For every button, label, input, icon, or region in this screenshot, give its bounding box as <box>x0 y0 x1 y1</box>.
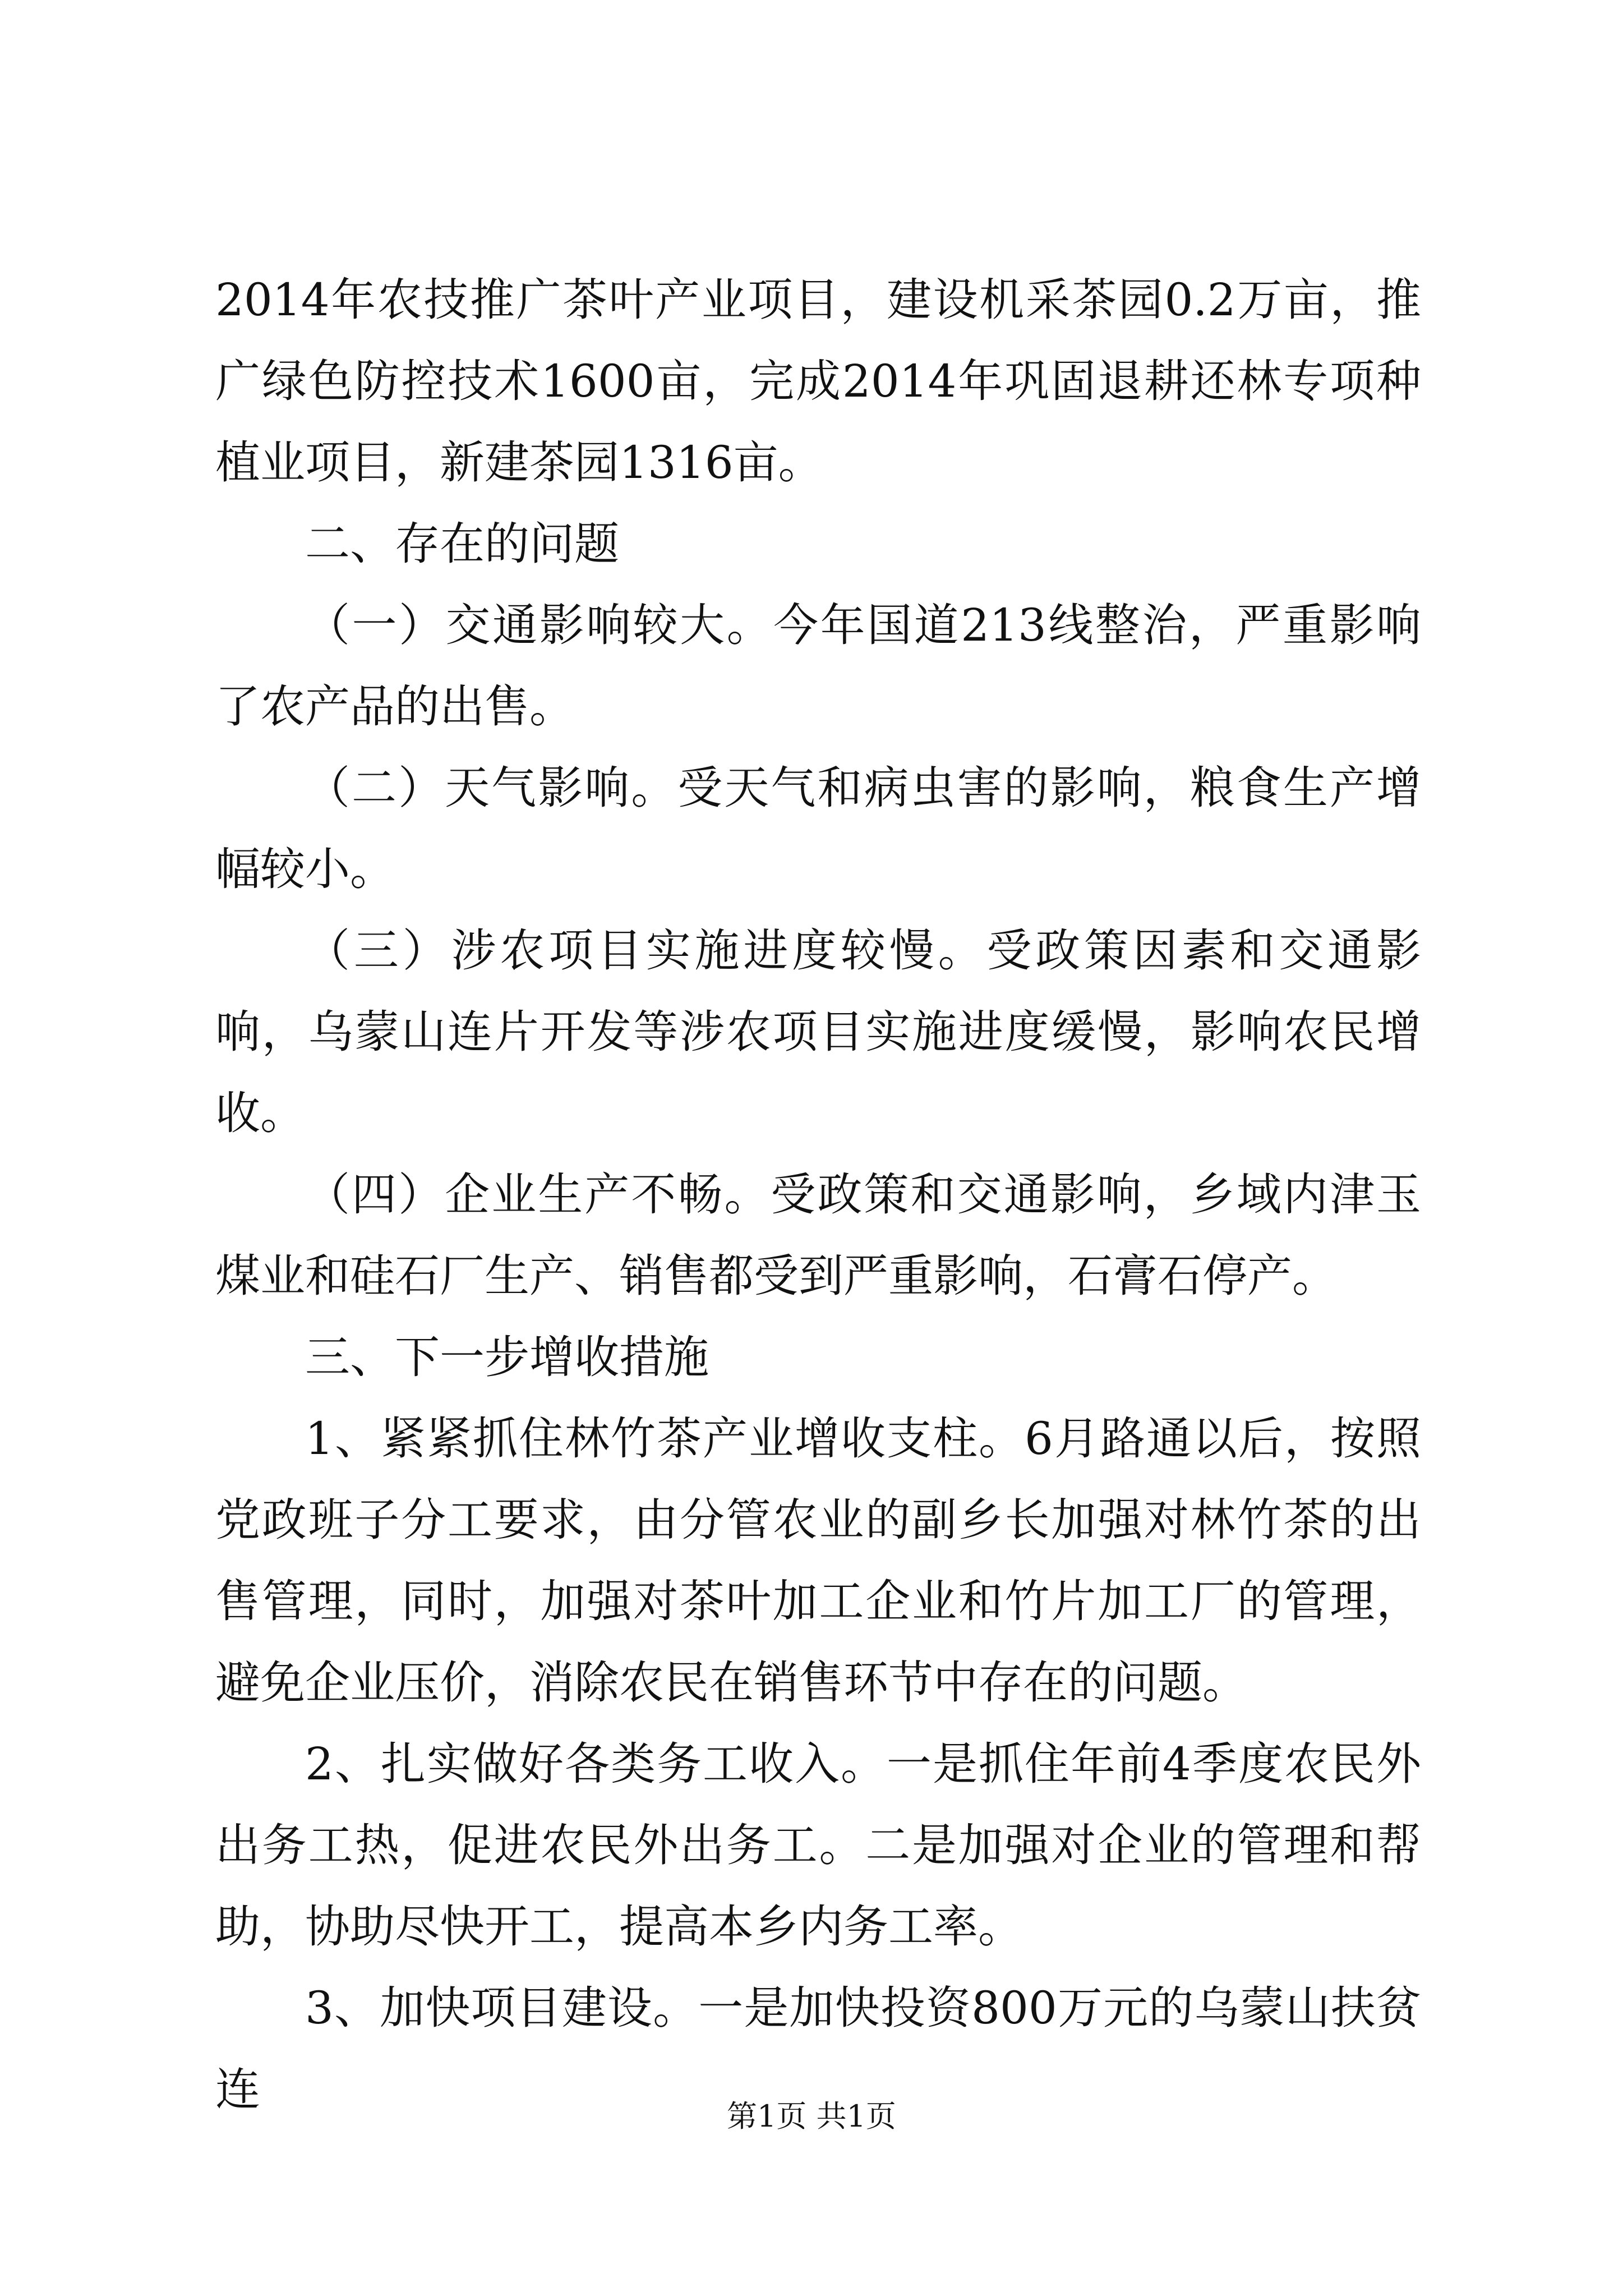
paragraph-continuation: 2014年农技推广茶叶产业项目，建设机采茶园0.2万亩，推广绿色防控技术1600亩，完成2014年巩固退耕还林专项种植业项目，新建茶园1316亩。 <box>215 274 1421 489</box>
heading-existing-problems: 二、存在的问题 <box>305 518 619 570</box>
page-number-footer: 第1页 共1页 <box>727 2099 896 2134</box>
measure-item-2: 2、扎实做好各类务工收入。一是抓住年前4季度农民外出务工热，促进农民外出务工。二是加强对企业的管理和帮助，协助尽快开工，提高本乡内务工率。 <box>215 1738 1421 1953</box>
problem-item-4: （四）企业生产不畅。受政策和交通影响，乡域内津玉煤业和硅石厂生产、销售都受到严重影响，石膏石停产。 <box>215 1168 1421 1302</box>
problem-item-2: （二）天气影响。受天气和病虫害的影响，粮食生产增幅较小。 <box>215 762 1421 895</box>
measure-item-3: 3、加快项目建设。一是加快投资800万元的乌蒙山扶贫连 <box>215 1982 1421 2115</box>
heading-next-steps: 三、下一步增收措施 <box>305 1331 709 1383</box>
problem-item-1: （一）交通影响较大。今年国道213线整治，严重影响了农产品的出售。 <box>215 599 1421 733</box>
measure-item-1: 1、紧紧抓住林竹茶产业增收支柱。6月路通以后，按照党政班子分工要求，由分管农业的副乡长加强对林竹茶的出售管理，同时，加强对茶叶加工企业和竹片加工厂的管理，避免企业压价，消除农民在销售环节中存在的问题。 <box>215 1412 1421 1709</box>
problem-item-3: （三）涉农项目实施进度较慢。受政策因素和交通影响，乌蒙山连片开发等涉农项目实施进度缓慢，影响农民增收。 <box>215 924 1421 1139</box>
document-body <box>215 259 1421 2130</box>
